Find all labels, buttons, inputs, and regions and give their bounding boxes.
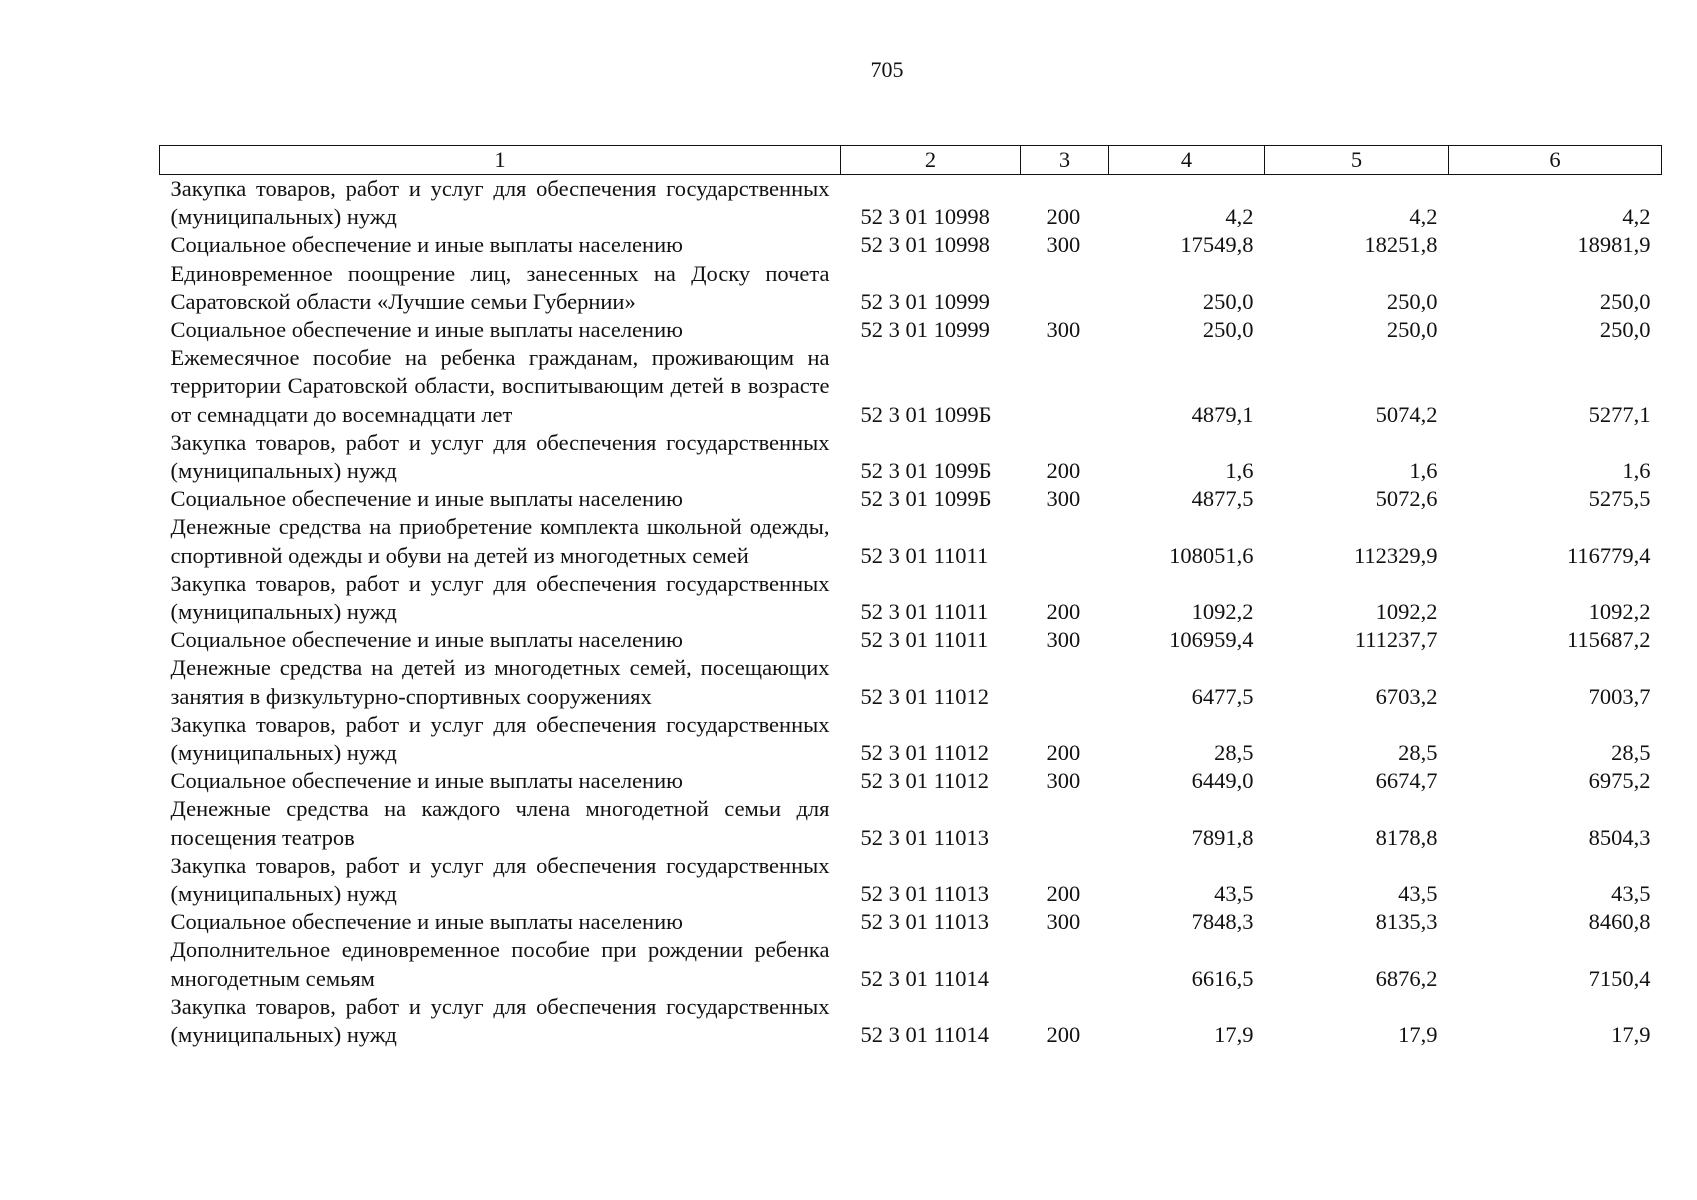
row-value-col6: 5275,5 xyxy=(1588,486,1651,512)
row-value-col6: 28,5 xyxy=(1611,740,1651,766)
table-row xyxy=(160,936,1662,992)
row-value-col5: 17,9 xyxy=(1398,1022,1438,1048)
row-value-col5: 43,5 xyxy=(1398,881,1438,907)
table-row xyxy=(160,485,1662,513)
header-row xyxy=(160,146,1662,175)
row-name: Закупка товаров, работ и услуг для обеспечения государственных (муниципальных) нужд xyxy=(170,711,830,766)
row-name: Закупка товаров, работ и услуг для обеспечения государственных (муниципальных) нужд xyxy=(170,570,830,625)
row-code: 52 3 01 10998 xyxy=(860,204,990,230)
table-row xyxy=(160,429,1662,485)
table-row xyxy=(160,513,1662,569)
row-value-col6: 18981,9 xyxy=(1577,232,1651,258)
row-name: Закупка товаров, работ и услуг для обеспечения государственных (муниципальных) нужд xyxy=(170,429,830,484)
row-code: 52 3 01 11013 xyxy=(860,824,990,850)
table-row xyxy=(160,316,1662,344)
row-value-col6: 43,5 xyxy=(1611,881,1651,907)
row-code: 52 3 01 11011 xyxy=(860,542,989,568)
row-value-col5: 18251,8 xyxy=(1364,232,1438,258)
row-value-col4: 7891,8 xyxy=(1191,824,1254,850)
row-code: 52 3 01 11011 xyxy=(860,599,989,625)
row-value-col4: 17,9 xyxy=(1214,1022,1254,1048)
row-code: 52 3 01 10999 xyxy=(860,288,990,314)
row-name: Социальное обеспечение и иные выплаты населению xyxy=(170,232,683,258)
table-row xyxy=(160,795,1662,851)
row-code: 52 3 01 1099Б xyxy=(860,486,992,512)
row-value-col6: 115687,2 xyxy=(1566,627,1651,653)
row-value-col5: 1,6 xyxy=(1409,458,1438,484)
row-value-col4: 106959,4 xyxy=(1169,627,1254,653)
row-value-col5: 4,2 xyxy=(1409,204,1438,230)
row-kvr xyxy=(1021,344,1109,429)
row-value-col6: 6975,2 xyxy=(1588,768,1651,794)
row-name: Дополнительное единовременное пособие при рождении ребенка многодетным семьям xyxy=(170,937,830,991)
row-value-col6: 5277,1 xyxy=(1588,401,1651,427)
row-name: Денежные средства на каждого члена многодетной семьи для посещения театров xyxy=(170,796,830,850)
table-row xyxy=(160,175,1662,232)
row-value-col5: 112329,9 xyxy=(1353,542,1438,568)
row-name: Социальное обеспечение и иные выплаты населению xyxy=(170,317,683,343)
row-kvr xyxy=(1021,795,1109,851)
row-value-col6: 17,9 xyxy=(1611,1022,1651,1048)
row-name: Социальное обеспечение и иные выплаты населению xyxy=(170,768,683,794)
row-value-col6: 7150,4 xyxy=(1588,965,1651,991)
row-value-col4: 43,5 xyxy=(1214,881,1254,907)
row-value-col5: 111237,7 xyxy=(1354,627,1438,653)
row-code: 52 3 01 11013 xyxy=(860,909,990,935)
row-code: 52 3 01 11012 xyxy=(860,740,990,766)
row-name: Денежные средства на детей из многодетных семей, посещающих занятия в физкультурно-спортивных сооружениях xyxy=(170,655,830,709)
header-col-6: 6 xyxy=(1449,146,1662,175)
row-value-col4: 6616,5 xyxy=(1191,965,1254,991)
table-row xyxy=(160,626,1662,654)
row-kvr xyxy=(1021,654,1109,710)
row-kvr: 200 xyxy=(1046,458,1081,484)
row-value-col4: 1092,2 xyxy=(1191,599,1254,625)
row-name: Закупка товаров, работ и услуг для обеспечения государственных (муниципальных) нужд xyxy=(170,176,830,230)
header-col-3: 3 xyxy=(1021,146,1109,175)
row-code: 52 3 01 11012 xyxy=(860,683,990,709)
row-name: Закупка товаров, работ и услуг для обеспечения государственных (муниципальных) нужд xyxy=(170,852,830,907)
row-value-col4: 108051,6 xyxy=(1169,542,1254,568)
row-value-col5: 28,5 xyxy=(1398,740,1438,766)
table-row xyxy=(160,570,1662,626)
row-name: Социальное обеспечение и иные выплаты населению xyxy=(170,486,683,512)
header-col-1: 1 xyxy=(160,146,841,175)
table-row xyxy=(160,260,1662,316)
table-row xyxy=(160,654,1662,710)
row-kvr: 300 xyxy=(1046,909,1081,935)
table-row xyxy=(160,767,1662,795)
row-value-col4: 4879,1 xyxy=(1191,401,1254,427)
row-value-col4: 4877,5 xyxy=(1191,486,1254,512)
row-value-col6: 8504,3 xyxy=(1588,824,1651,850)
row-code: 52 3 01 1099Б xyxy=(860,401,992,427)
row-value-col4: 28,5 xyxy=(1214,740,1254,766)
row-value-col6: 1,6 xyxy=(1622,458,1651,484)
row-value-col5: 5072,6 xyxy=(1375,486,1438,512)
page-number: 705 xyxy=(870,57,904,82)
row-value-col5: 250,0 xyxy=(1386,317,1438,343)
row-name: Денежные средства на приобретение комплекта школьной одежды, спортивной одежды и обуви на детей из многодетных семей xyxy=(170,514,830,568)
row-value-col5: 6674,7 xyxy=(1375,768,1438,794)
row-kvr xyxy=(1021,936,1109,992)
row-kvr: 200 xyxy=(1046,204,1081,230)
budget-table xyxy=(159,145,1662,1049)
row-value-col6: 250,0 xyxy=(1599,288,1651,314)
row-value-col6: 250,0 xyxy=(1599,317,1651,343)
row-name: Ежемесячное пособие на ребенка гражданам, проживающим на территории Саратовской области, воспитывающим детей в возрасте от семнадцати до восемнадцати лет xyxy=(170,345,830,427)
row-value-col5: 8178,8 xyxy=(1375,824,1438,850)
row-value-col4: 250,0 xyxy=(1202,288,1254,314)
row-value-col4: 4,2 xyxy=(1225,204,1254,230)
row-value-col5: 250,0 xyxy=(1386,288,1438,314)
row-name: Единовременное поощрение лиц, занесенных на Доску почета Саратовской области «Лучшие семьи Губернии» xyxy=(170,260,830,314)
row-code: 52 3 01 11011 xyxy=(860,627,989,653)
table-row xyxy=(160,231,1662,259)
row-value-col6: 116779,4 xyxy=(1566,542,1651,568)
row-kvr xyxy=(1021,513,1109,569)
row-kvr: 300 xyxy=(1046,486,1081,512)
row-value-col5: 1092,2 xyxy=(1375,599,1438,625)
row-code: 52 3 01 11014 xyxy=(860,965,990,991)
row-value-col6: 8460,8 xyxy=(1588,909,1651,935)
row-kvr: 200 xyxy=(1046,740,1081,766)
table-body xyxy=(160,175,1662,1050)
row-value-col6: 1092,2 xyxy=(1588,599,1651,625)
row-value-col4: 250,0 xyxy=(1202,317,1254,343)
row-kvr: 300 xyxy=(1046,317,1081,343)
row-value-col5: 8135,3 xyxy=(1375,909,1438,935)
row-value-col4: 17549,8 xyxy=(1180,232,1254,258)
row-kvr: 300 xyxy=(1046,232,1081,258)
table-row xyxy=(160,711,1662,767)
header-col-2: 2 xyxy=(841,146,1021,175)
table-row xyxy=(160,993,1662,1049)
row-name: Закупка товаров, работ и услуг для обеспечения государственных (муниципальных) нужд xyxy=(170,993,830,1048)
header-col-5: 5 xyxy=(1265,146,1449,175)
row-kvr: 200 xyxy=(1046,881,1081,907)
row-name: Социальное обеспечение и иные выплаты населению xyxy=(170,909,683,935)
row-code: 52 3 01 1099Б xyxy=(860,458,992,484)
row-value-col5: 5074,2 xyxy=(1375,401,1438,427)
row-code: 52 3 01 10999 xyxy=(860,317,990,343)
row-value-col4: 7848,3 xyxy=(1191,909,1254,935)
row-value-col5: 6703,2 xyxy=(1375,683,1438,709)
row-code: 52 3 01 11014 xyxy=(860,1022,990,1048)
table-header xyxy=(160,146,1662,175)
row-value-col4: 6449,0 xyxy=(1191,768,1254,794)
row-value-col6: 4,2 xyxy=(1622,204,1651,230)
table-row xyxy=(160,908,1662,936)
row-value-col5: 6876,2 xyxy=(1375,965,1438,991)
row-code: 52 3 01 10998 xyxy=(860,232,990,258)
table-row xyxy=(160,852,1662,908)
row-name: Социальное обеспечение и иные выплаты населению xyxy=(170,627,683,653)
row-value-col4: 6477,5 xyxy=(1191,683,1254,709)
row-kvr xyxy=(1021,260,1109,316)
row-kvr: 200 xyxy=(1046,599,1081,625)
row-value-col4: 1,6 xyxy=(1225,458,1254,484)
row-kvr: 300 xyxy=(1046,768,1081,794)
row-kvr: 300 xyxy=(1046,627,1081,653)
row-kvr: 200 xyxy=(1046,1022,1081,1048)
row-code: 52 3 01 11013 xyxy=(860,881,990,907)
table-row xyxy=(160,344,1662,429)
row-code: 52 3 01 11012 xyxy=(860,768,990,794)
row-value-col6: 7003,7 xyxy=(1588,683,1651,709)
header-col-4: 4 xyxy=(1109,146,1265,175)
